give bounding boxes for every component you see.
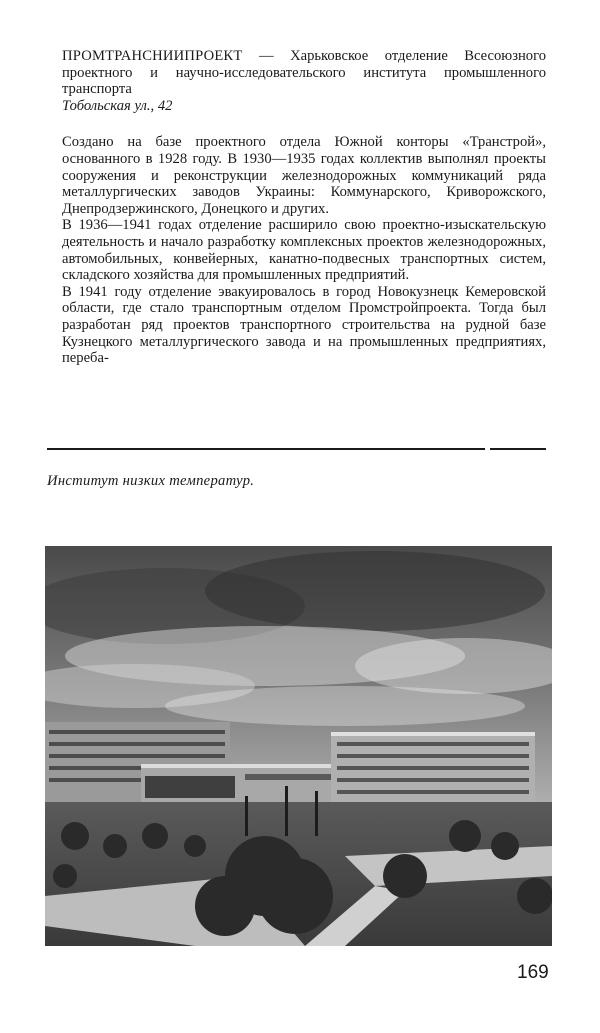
entry-description: Харьковское отделение Всесоюзного проектного и научно-исследовательского института промышленного транспорта (62, 48, 546, 98)
figure-caption: Институт низких температур. (47, 473, 255, 489)
section-divider (47, 448, 485, 450)
paragraph-3: В 1941 году отделение эвакуировалось в город Новокузнецк Кемеровской области, где стало транспортным отделом Промстройпроекта. Тогда был разработан ряд проектов транспортного строительства на рудной базе Кузнецкого металлургического завода и на промышленных предприятиях, переба- (62, 283, 546, 367)
entry-address: Тобольская ул., 42 (62, 97, 173, 114)
section-divider-end (490, 448, 546, 450)
institute-photo (45, 546, 552, 946)
directory-entry (62, 48, 546, 367)
paragraph-1: Создано на базе проектного отдела Южной конторы «Транстрой», основанного в 1928 году. В 1930—1935 годах коллектив выполнял проекты сооружения и реконструкции железнодорожных коммуникаций ряда металлургических заводов Украины: Коммунарского, Криворожского, Днепродзержинского, Донецкого и других. (62, 134, 546, 217)
entry-name: ПРОМТРАНСНИИПРОЕКТ (62, 48, 243, 64)
page-number: 169 (517, 962, 549, 983)
entry-heading (62, 48, 546, 98)
paragraph-2: В 1936—1941 годах отделение расширило свою проектно-изыскательскую деятельность и начало разработку комплексных проектов железнодорожных, автомобильных, конвейерных, канатно-подвесных транспортных систем, складского хозяйства для промышленных предприятий. (62, 217, 546, 284)
entry-dash: — (242, 48, 291, 64)
